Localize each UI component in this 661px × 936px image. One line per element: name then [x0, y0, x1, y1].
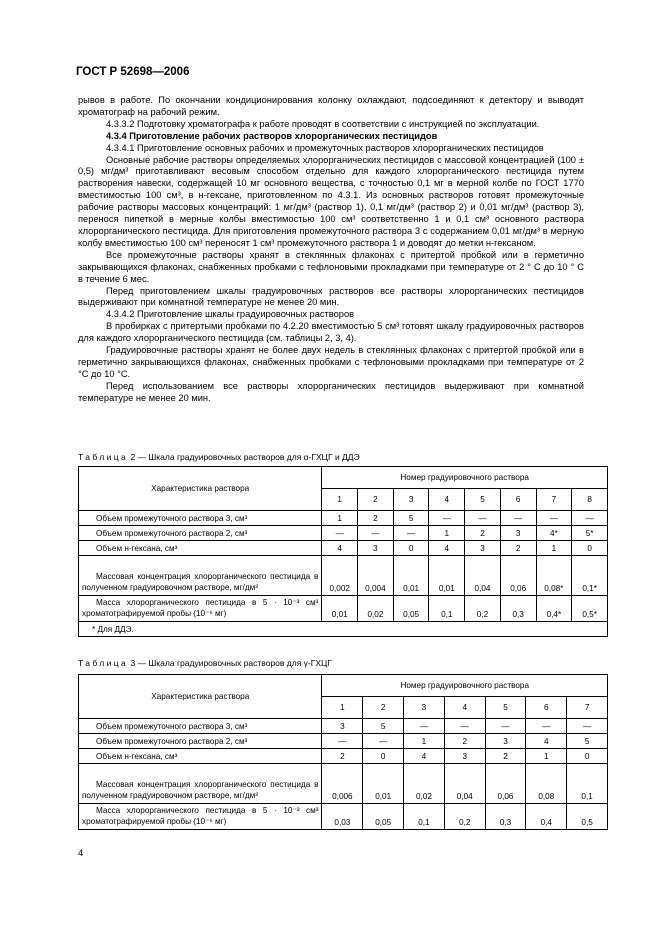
table-cell: 0,06	[485, 764, 526, 804]
table-cell: 5*	[572, 526, 608, 541]
table-cell: —	[322, 734, 363, 749]
paragraph: Перед приготовлением шкалы градуировочных растворов все растворы хлорорганических пестицидов выдерживают при комнатной температуре не менее 20 мин.	[78, 285, 584, 308]
table-cell: 0,2	[465, 596, 501, 622]
column-number: 6	[526, 697, 567, 719]
table-cell: 0,03	[322, 804, 363, 830]
table-cell: 2	[444, 734, 485, 749]
table-cell: 1	[322, 511, 358, 526]
table-cell: 0,04	[444, 764, 485, 804]
column-number: 4	[429, 489, 465, 511]
column-number: 8	[572, 489, 608, 511]
table-cell: 5	[393, 511, 429, 526]
table-cell: —	[526, 719, 567, 734]
table2-caption-rest: 2 — Шкала градуировочных растворов для α-ГХЦГ и ДДЭ	[130, 452, 360, 462]
page-number: 4	[78, 848, 84, 859]
table-cell: 3	[444, 749, 485, 764]
table-cell: —	[444, 719, 485, 734]
table-cell: 0	[393, 541, 429, 556]
table-cell: 1	[404, 734, 445, 749]
table-cell: 4	[322, 541, 358, 556]
table-cell: 0,5*	[572, 596, 608, 622]
table-cell: 4*	[536, 526, 572, 541]
column-number: 5	[465, 489, 501, 511]
table-cell: 0,004	[358, 556, 394, 596]
table-cell: 0,3	[485, 804, 526, 830]
column-number: 1	[322, 697, 363, 719]
table-cell: —	[567, 719, 608, 734]
table-cell: 2	[485, 749, 526, 764]
row-label: Объем промежуточного раствора 3, см³	[79, 511, 322, 526]
table-cell: 2	[500, 541, 536, 556]
table-cell: 2	[322, 749, 363, 764]
body-text	[78, 95, 584, 405]
table-cell: 5	[567, 734, 608, 749]
table-cell: 0,01	[363, 764, 404, 804]
table-cell: 1	[526, 749, 567, 764]
column-number: 3	[393, 489, 429, 511]
row-label: Объем промежуточного раствора 2, см³	[79, 734, 322, 749]
table-cell: 3	[322, 719, 363, 734]
table-cell: 0,01	[322, 596, 358, 622]
paragraph: рывов в работе. По окончании кондиционирования колонку охлаждают, подсоединяют к детектору и выводят хроматограф на рабочий режим.	[78, 95, 584, 117]
table-cell: 0,1	[567, 764, 608, 804]
row-label: Масса хлорорганического пестицида в 5 · 10⁻³ см³ хроматографируемой пробы (10⁻⁶ мг)	[79, 596, 322, 622]
table-cell: 0,1	[404, 804, 445, 830]
table-cell: 0	[567, 749, 608, 764]
column-number: 4	[444, 697, 485, 719]
table2	[78, 466, 608, 637]
table-cell: 0,2	[444, 804, 485, 830]
table2-caption-prefix: Таблица	[78, 452, 129, 462]
table-cell: —	[358, 526, 394, 541]
table-cell: —	[363, 734, 404, 749]
table-cell: 3	[485, 734, 526, 749]
row-label: Массовая концентрация хлорорганического пестицида в полученном градуировочном растворе, мг/дм³	[79, 556, 322, 596]
column-number: 5	[485, 697, 526, 719]
row-label: Объем н-гексана, см³	[79, 541, 322, 556]
row-label: Массовая концентрация хлорорганического пестицида в полученном градуировочном растворе, мг/дм³	[79, 764, 322, 804]
table-cell: —	[536, 511, 572, 526]
column-number: 7	[536, 489, 572, 511]
column-number: 6	[500, 489, 536, 511]
paragraph: Основные рабочие растворы определяемых хлорорганических пестицидов с массовой концентрацией (100 ± 0,5) мг/дм³ приготавливают весовым способом отдельно для каждого хлорорганического пестицида путем растворения навески, содержащей 10 мг основного вещества, с точностью 0,1 мг в мерной колбе по ГОСТ 1770 вместимостью 100 см³, в н-гексане, приготовленном по 4.3.1. Из основных растворов готовят промежуточные рабочие растворы массовых концентраций: 1 мг/дм³ (раствор 1), 0,1 мг/дм³ (раствор 2) и 0,01 мг/дм³ (раствор 3), перенося пипеткой в мерные колбы вместимостью 100 см³ соответственно 1 и 0,1 см³ основного раствора хлорорганического пестицида. Для приготовления промежуточного раствора 3 с содержанием 0,01 мг/дм³ в мерную колбу вместимостью 100 см³ переносят 1 см³ промежуточного раствора 1 и доводят до метки н-гексаном.	[78, 154, 584, 248]
table-cell: 3	[500, 526, 536, 541]
table-cell: —	[404, 719, 445, 734]
paragraph: Перед использованием все растворы хлорорганических пестицидов выдерживают при комнатной температуре не менее 20 мин.	[78, 380, 584, 403]
char-header: Характеристика раствора	[79, 675, 322, 719]
table-cell: —	[572, 511, 608, 526]
table-cell: 4	[526, 734, 567, 749]
table-cell: 0,08*	[536, 556, 572, 596]
paragraph: В пробирках с притертыми пробками по 4.2.20 вместимостью 5 см³ готовят шкалу градуировочных растворов для каждого хлорорганического пестицида (см. таблицы 2, 3, 4).	[78, 321, 584, 344]
table-cell: 0	[363, 749, 404, 764]
num-header: Номер градуировочного раствора	[322, 467, 608, 489]
table-cell: 2	[465, 526, 501, 541]
paragraph: 4.3.3.2 Подготовку хроматографа к работе проводят в соответствии с инструкцией по эксплуатации.	[106, 118, 540, 129]
table-cell: —	[322, 526, 358, 541]
table-cell: 0,006	[322, 764, 363, 804]
table2-caption	[78, 452, 360, 462]
table-cell: 2	[358, 511, 394, 526]
paragraph: Градуировочные растворы хранят не более двух недель в стеклянных флаконах с притертой пробкой или в герметично закрывающихся флаконах, снабженных пробками с тефлоновыми прокладками при температуре от 2 °С до 10 °С.	[78, 345, 584, 379]
table-cell: —	[485, 719, 526, 734]
table-cell: 0,5	[567, 804, 608, 830]
table3-caption-rest: 3 — Шкала градуировочных растворов для γ-ГХЦГ	[130, 658, 332, 668]
table-cell: 0,4*	[536, 596, 572, 622]
table-cell: 0,02	[404, 764, 445, 804]
table-cell: 0,06	[500, 556, 536, 596]
num-header: Номер градуировочного раствора	[322, 675, 608, 697]
column-number: 1	[322, 489, 358, 511]
table-cell: 5	[363, 719, 404, 734]
table-cell: 0	[572, 541, 608, 556]
table-cell: 0,4	[526, 804, 567, 830]
table-footnote: * Для ДДЭ.	[79, 622, 608, 637]
table-cell: 0,05	[363, 804, 404, 830]
paragraph: Все промежуточные растворы хранят в стеклянных флаконах с притертой пробкой или в герметично закрывающихся флаконах, снабженных пробками с тефлоновыми прокладками при температуре от 2 ° С до 10 ° С в течение 6 мес.	[78, 249, 584, 284]
table-cell: 4	[429, 541, 465, 556]
row-label: Объем н-гексана, см³	[79, 749, 322, 764]
paragraph: 4.3.4.1 Приготовление основных рабочих и промежуточных растворов хлорорганических пестицидов	[106, 142, 544, 153]
paragraph: 4.3.4.2 Приготовление шкалы градуировочных растворов	[106, 309, 355, 320]
table-cell: 4	[404, 749, 445, 764]
table-cell: 0,08	[526, 764, 567, 804]
table-cell: 1	[429, 526, 465, 541]
table-cell: 1	[536, 541, 572, 556]
table-cell: 0,002	[322, 556, 358, 596]
table-cell: 0,05	[393, 596, 429, 622]
table3	[78, 674, 608, 830]
table3-caption-prefix: Таблица	[78, 658, 129, 668]
table-cell: 0,04	[465, 556, 501, 596]
column-number: 2	[358, 489, 394, 511]
table-cell: 0,1	[429, 596, 465, 622]
table-cell: 0,01	[429, 556, 465, 596]
table-cell: 3	[358, 541, 394, 556]
paragraph: 4.3.4 Приготовление рабочих растворов хлорорганических пестицидов	[106, 130, 438, 141]
column-number: 2	[363, 697, 404, 719]
table-cell: —	[465, 511, 501, 526]
row-label: Масса хлорорганического пестицида в 5 · 10⁻³ см³ хроматографируемой пробы (10⁻⁶ мг)	[79, 804, 322, 830]
table-cell: —	[429, 511, 465, 526]
char-header: Характеристика раствора	[79, 467, 322, 511]
table-cell: —	[500, 511, 536, 526]
table3-caption	[78, 658, 332, 668]
table-cell: 0,3	[500, 596, 536, 622]
column-number: 7	[567, 697, 608, 719]
document-header: ГОСТ Р 52698—2006	[76, 66, 190, 78]
table-cell: 3	[465, 541, 501, 556]
table-cell: —	[393, 526, 429, 541]
table-cell: 0,1*	[572, 556, 608, 596]
table-cell: 0,02	[358, 596, 394, 622]
column-number: 3	[404, 697, 445, 719]
table-cell: 0,01	[393, 556, 429, 596]
row-label: Объем промежуточного раствора 3, см³	[79, 719, 322, 734]
row-label: Объем промежуточного раствора 2, см³	[79, 526, 322, 541]
